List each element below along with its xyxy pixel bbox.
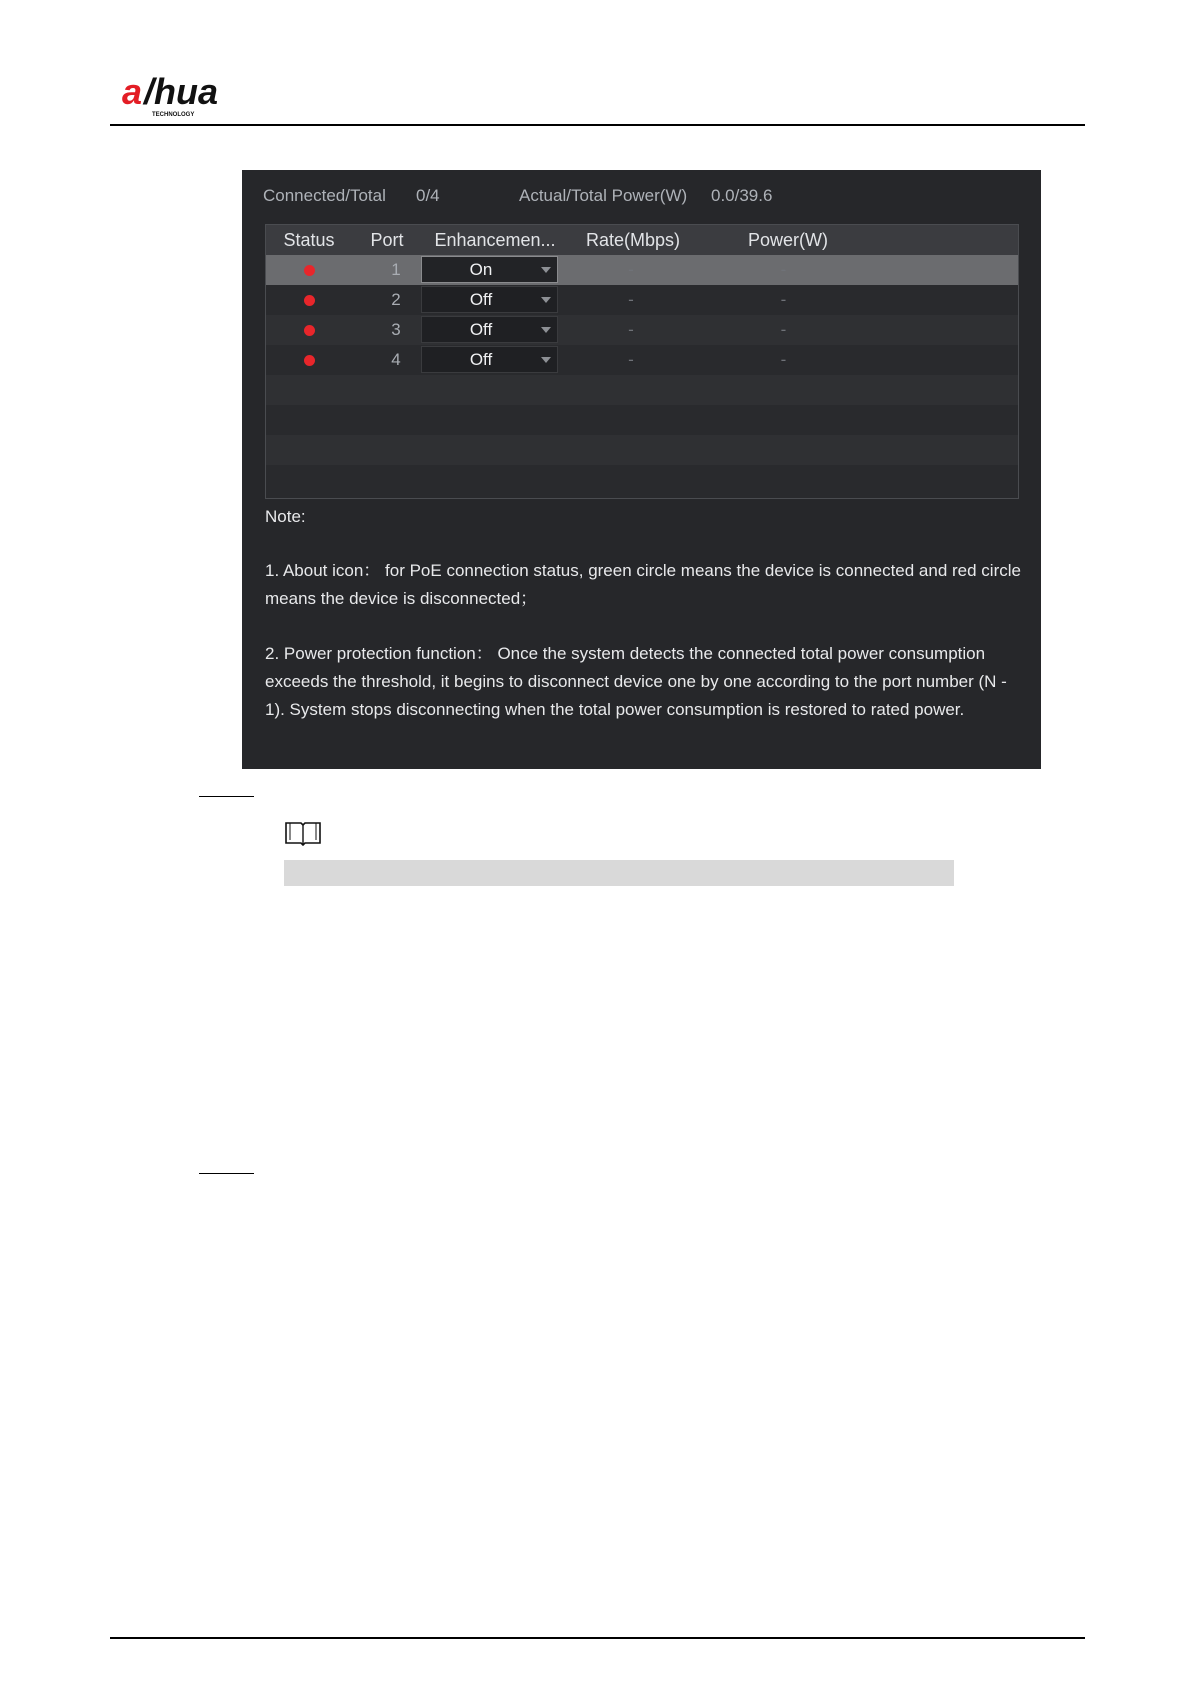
note-content-bar — [284, 860, 954, 886]
table-row[interactable] — [266, 255, 1018, 285]
empty-row — [266, 435, 1018, 465]
rate-cell: - — [628, 260, 634, 279]
status-red-circle-icon — [304, 355, 315, 366]
power-value: 0.0/39.6 — [711, 186, 773, 205]
empty-row — [266, 375, 1018, 405]
enhancement-dropdown[interactable] — [421, 346, 558, 373]
power-cell: - — [780, 320, 787, 339]
enhancement-value: Off — [469, 320, 493, 339]
empty-row — [266, 405, 1018, 435]
rate-cell: - — [628, 350, 634, 369]
column-power[interactable]: Power(W) — [748, 230, 828, 250]
dahua-logo — [120, 72, 260, 120]
chevron-down-icon[interactable] — [541, 327, 551, 333]
column-rate[interactable]: Rate(Mbps) — [585, 230, 681, 250]
note-item-2: 2. Power protection function： Once the system detects the connected total power consumption exceeds the threshold, it begins to disconnect device one by one according to the port number (N - 1). System stops disconnecting when the total power consumption is restored to rated power. — [265, 644, 1007, 719]
chevron-down-icon[interactable] — [541, 297, 551, 303]
port-cell: 2 — [391, 290, 401, 309]
poe-status-panel — [242, 170, 1041, 769]
port-cell: 1 — [391, 260, 401, 279]
header-rule — [110, 124, 1085, 126]
rate-cell: - — [628, 320, 634, 339]
table-row[interactable] — [266, 285, 1018, 315]
note-title: Note: — [265, 507, 306, 526]
svg-text:a: a — [122, 72, 143, 112]
svg-text:TECHNOLOGY: TECHNOLOGY — [152, 112, 195, 118]
power-cell: - — [780, 350, 787, 369]
port-cell: 4 — [391, 350, 401, 369]
power-cell: - — [780, 260, 787, 279]
footer-rule — [110, 1637, 1085, 1639]
connected-total-value: 0/4 — [416, 186, 440, 205]
port-cell: 3 — [391, 320, 401, 339]
rate-cell: - — [628, 290, 634, 309]
poe-port-table — [265, 224, 1019, 499]
enhancement-value: On — [469, 260, 493, 279]
status-red-circle-icon — [304, 265, 315, 276]
book-icon — [284, 820, 322, 846]
enhancement-value: Off — [469, 290, 493, 309]
status-red-circle-icon — [304, 295, 315, 306]
connected-total-label: Connected/Total — [263, 186, 386, 205]
table-row[interactable] — [266, 345, 1018, 375]
note-item-1: 1. About icon： for PoE connection status, green circle means the device is connected and red circle means the device is disconnected； — [265, 561, 1021, 608]
enhancement-dropdown[interactable] — [421, 316, 558, 343]
chevron-down-icon[interactable] — [541, 267, 551, 273]
step-marker-line — [199, 1173, 254, 1174]
power-cell: - — [780, 290, 787, 309]
power-label: Actual/Total Power(W) — [519, 186, 688, 205]
table-row[interactable] — [266, 315, 1018, 345]
column-status[interactable]: Status — [283, 230, 335, 250]
column-port[interactable]: Port — [370, 230, 404, 250]
step-marker-line — [199, 796, 254, 797]
enhancement-dropdown[interactable] — [421, 286, 558, 313]
enhancement-value: Off — [469, 350, 493, 369]
column-enhancement[interactable]: Enhancemen... — [434, 230, 556, 250]
enhancement-dropdown[interactable] — [421, 256, 558, 283]
chevron-down-icon[interactable] — [541, 357, 551, 363]
table-header — [266, 225, 1018, 256]
empty-row — [266, 465, 1018, 498]
status-red-circle-icon — [304, 325, 315, 336]
svg-text:/hua: /hua — [144, 72, 219, 112]
